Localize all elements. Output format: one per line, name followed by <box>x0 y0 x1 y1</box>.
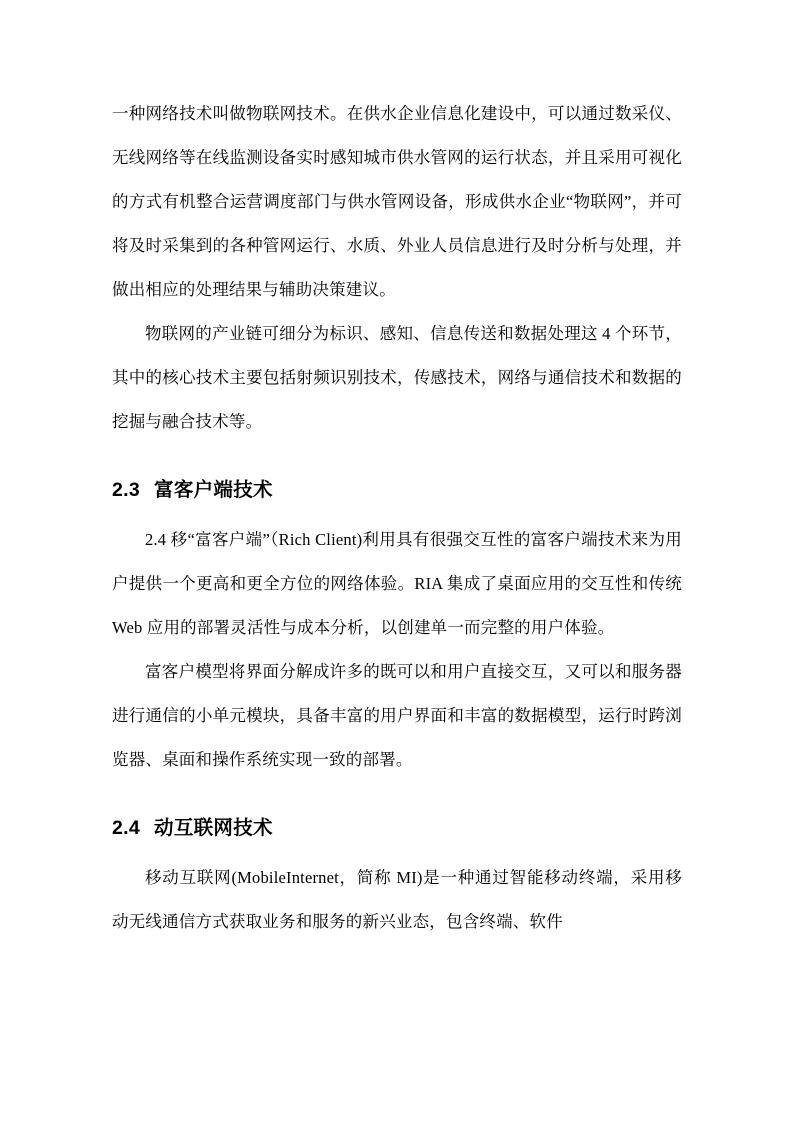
section-title: 动互联网技术 <box>154 817 273 839</box>
section-number: 2.4 <box>112 817 141 839</box>
section-title: 富客户端技术 <box>154 479 273 501</box>
paragraph-4: 富客户模型将界面分解成许多的既可以和用户直接交互，又可以和服务器进行通信的小单元模块，具备丰富的用户界面和丰富的数据模型，运行时跨浏览器、桌面和操作系统实现一致的部署。 <box>112 662 682 769</box>
section-number: 2.3 <box>112 479 141 501</box>
section-heading-2-4 <box>112 808 682 848</box>
paragraph-2: 物联网的产业链可细分为标识、感知、信息传送和数据处理这 4 个环节，其中的核心技术主要包括射频识别技术，传感技术，网络与通信技术和数据的挖掘与融合技术等。 <box>112 324 682 431</box>
paragraph-5: 移动互联网(MobileInternet，简称 MI)是一种通过智能移动终端，采用移动无线通信方式获取业务和服务的新兴业态，包含终端、软件 <box>112 868 682 931</box>
page-body <box>112 92 682 944</box>
paragraph-1: 一种网络技术叫做物联网技术。在供水企业信息化建设中，可以通过数采仪、无线网络等在线监测设备实时感知城市供水管网的运行状态，并且采用可视化的方式有机整合运营调度部门与供水管网设备，形成供水企业“物联网”，并可将及时采集到的各种管网运行、水质、外业人员信息进行及时分析与处理，并做出相应的处理结果与辅助决策建议。 <box>112 104 682 299</box>
section-heading-2-3 <box>112 470 682 510</box>
paragraph-3: 2.4 移“富客户端”（Rich Client)利用具有很强交互性的富客户端技术来为用户提供一个更高和更全方位的网络体验。RIA 集成了桌面应用的交互性和传统 Web 应用的部署灵活性与成本分析，以创建单一而完整的用户体验。 <box>112 530 682 637</box>
